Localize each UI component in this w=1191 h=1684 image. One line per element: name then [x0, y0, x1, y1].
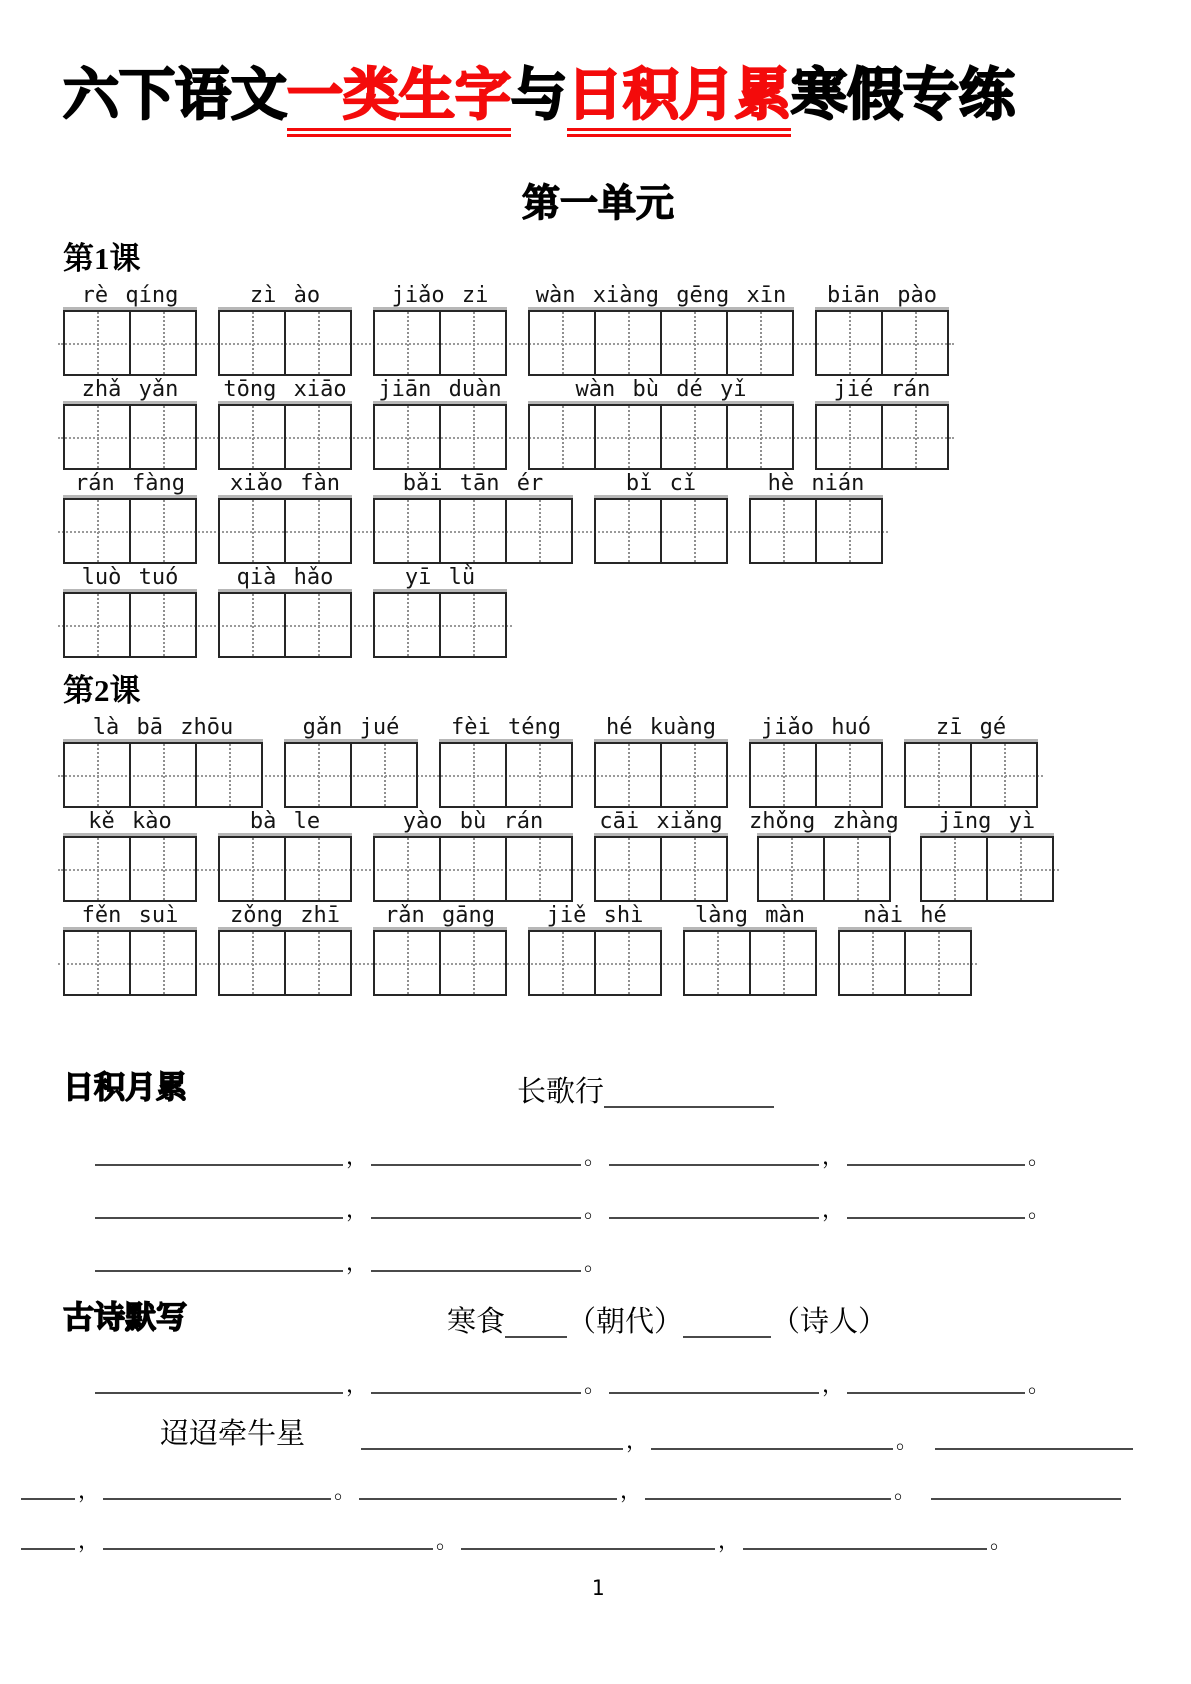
writing-grid: [815, 310, 949, 376]
writing-grid: [528, 310, 794, 376]
punctuation-mark: 。: [584, 1372, 607, 1398]
grid-cell: [596, 500, 662, 562]
fill-in-blank: [95, 1370, 343, 1394]
writing-grid: [63, 742, 263, 808]
title-segment: 寒假专练: [791, 63, 1015, 126]
grid-cell: [759, 838, 825, 900]
writing-grid: [528, 404, 794, 470]
writing-grid: [218, 930, 352, 996]
grid-cell: [596, 744, 662, 806]
word-group: [218, 472, 352, 564]
pinyin-label: hè nián: [767, 471, 865, 497]
grid-cell: [65, 838, 131, 900]
writing-grid: [920, 836, 1054, 902]
writing-grid: [757, 836, 891, 902]
grid-cell: [375, 312, 441, 374]
grid-cell: [906, 744, 972, 806]
grid-cell: [662, 744, 726, 806]
grid-cell: [131, 406, 195, 468]
fill-in-blank: [609, 1370, 819, 1394]
punctuation-mark: 。: [584, 1144, 607, 1170]
grid-cell: [441, 594, 505, 656]
pinyin-label: rè qíng: [81, 283, 179, 309]
punctuation-mark: ，: [822, 1372, 845, 1398]
word-row: [63, 904, 972, 996]
word-group: [815, 284, 949, 376]
punctuation-mark: 。: [334, 1478, 357, 1504]
word-group: [63, 378, 197, 470]
punctuation-mark: ，: [78, 1528, 101, 1554]
grid-cell: [728, 406, 792, 468]
title-segment-highlight: 一类生字: [287, 64, 511, 137]
pinyin-label: yào bù rán: [402, 809, 544, 835]
spacer: [305, 1449, 361, 1450]
grid-cell: [972, 744, 1036, 806]
writing-grid: [749, 742, 883, 808]
grid-cell: [375, 932, 441, 994]
grid-cell: [662, 500, 726, 562]
word-group: [528, 904, 662, 996]
writing-grid: [63, 930, 197, 996]
grid-cell: [662, 838, 726, 900]
fill-in-blank: [371, 1195, 581, 1219]
grid-cell: [662, 312, 728, 374]
fill-in-blank: [371, 1142, 581, 1166]
gushi-heading-row: [63, 1298, 1133, 1338]
grid-cell: [530, 312, 596, 374]
grid-cell: [596, 838, 662, 900]
fill-in-blank: [103, 1476, 331, 1500]
grid-cell: [530, 406, 596, 468]
fill-in-blank: [103, 1526, 433, 1550]
answer-line: [95, 1193, 1133, 1223]
word-group: [749, 472, 883, 564]
punctuation-mark: ，: [822, 1144, 845, 1170]
writing-grid: [749, 498, 883, 564]
word-group: [63, 472, 197, 564]
grid-cell: [507, 744, 571, 806]
grid-cell: [375, 500, 441, 562]
pinyin-label: zì ào: [249, 283, 321, 309]
word-group: [218, 566, 352, 658]
grid-cell: [220, 312, 286, 374]
word-row: [63, 716, 1038, 808]
answer-line: [95, 1368, 1133, 1398]
writing-grid: [63, 498, 197, 564]
grid-cell: [65, 312, 131, 374]
riji-heading: 日积月累: [63, 1070, 187, 1106]
punctuation-mark: 。: [584, 1250, 607, 1276]
word-group: [594, 472, 728, 564]
word-row: [63, 284, 949, 376]
page-number: 1: [591, 1576, 605, 1601]
writing-grid: [904, 742, 1038, 808]
fill-in-blank: [361, 1426, 623, 1450]
pinyin-label: jiǎo zi: [391, 283, 489, 309]
grid-cell: [375, 838, 441, 900]
fill-in-blank: [359, 1476, 617, 1500]
fill-in-blank: [683, 1314, 771, 1338]
word-group: [594, 716, 728, 808]
inline-text: 寒食: [447, 1306, 506, 1339]
punctuation-mark: 。: [990, 1528, 1013, 1554]
grid-cell: [286, 312, 350, 374]
pinyin-label: gǎn jué: [302, 715, 400, 741]
grid-cell: [817, 500, 881, 562]
page-title: [63, 64, 1133, 137]
writing-grid: [373, 592, 507, 658]
fill-in-blank: [604, 1084, 774, 1108]
pinyin-label: nài hé: [863, 903, 947, 929]
writing-grid: [815, 404, 949, 470]
word-row: [63, 472, 883, 564]
fill-in-blank: [505, 1314, 567, 1338]
pinyin-label: luò tuó: [81, 565, 179, 591]
fill-in-blank: [847, 1195, 1025, 1219]
writing-grid: [838, 930, 972, 996]
grid-cell: [825, 838, 889, 900]
pinyin-label: rán fàng: [75, 471, 185, 497]
pinyin-label: wàn bù dé yǐ: [575, 377, 747, 403]
grid-cell: [65, 500, 131, 562]
title-segment: 六下语文: [63, 63, 287, 126]
pinyin-label: hé kuàng: [606, 715, 716, 741]
inline-text: （朝代）: [567, 1306, 684, 1339]
riji-answer-lines: [63, 1140, 1133, 1276]
pinyin-label: jiǎo huó: [761, 715, 871, 741]
grid-cell: [131, 500, 195, 562]
grid-cell: [220, 932, 286, 994]
grid-cell: [65, 406, 131, 468]
inline-text: 长歌行: [517, 1076, 605, 1109]
pinyin-label: làng màn: [695, 903, 805, 929]
fill-in-blank: [371, 1248, 581, 1272]
fill-in-blank: [461, 1526, 715, 1550]
word-group: [920, 810, 1054, 902]
fill-in-blank: [609, 1142, 819, 1166]
fill-in-blank: [95, 1195, 343, 1219]
spacer: [919, 1499, 931, 1500]
grid-cell: [507, 500, 571, 562]
grid-cell: [131, 594, 195, 656]
writing-grid: [218, 404, 352, 470]
word-group: [63, 284, 197, 376]
fill-in-blank: [743, 1526, 987, 1550]
grid-cell: [840, 932, 906, 994]
grid-cell: [375, 406, 441, 468]
punctuation-mark: ，: [822, 1197, 845, 1223]
pinyin-label: tōng xiāo: [223, 377, 347, 403]
grid-cell: [286, 406, 350, 468]
word-group: [838, 904, 972, 996]
word-row: [63, 378, 949, 470]
grid-cell: [441, 406, 505, 468]
writing-grid: [594, 836, 728, 902]
lessons-container: [63, 240, 1133, 996]
grid-cell: [906, 932, 970, 994]
fill-in-blank: [21, 1526, 75, 1550]
pinyin-label: xiǎo fàn: [230, 471, 340, 497]
pinyin-label: jīng yì: [938, 809, 1036, 835]
word-group: [218, 904, 352, 996]
gushi-heading: 古诗默写: [63, 1300, 187, 1336]
grid-cell: [441, 744, 507, 806]
gushi-answer-lines: [63, 1368, 1133, 1554]
punctuation-mark: 。: [1028, 1144, 1051, 1170]
pinyin-label: fèi téng: [451, 715, 561, 741]
grid-cell: [220, 406, 286, 468]
punctuation-mark: ，: [718, 1528, 741, 1554]
punctuation-mark: 。: [896, 1428, 919, 1454]
writing-grid: [373, 310, 507, 376]
pinyin-label: zǒng zhī: [230, 903, 340, 929]
fill-in-blank: [95, 1248, 343, 1272]
grid-cell: [441, 838, 507, 900]
word-row: [63, 810, 1054, 902]
word-group: [373, 904, 507, 996]
pinyin-label: cāi xiǎng: [599, 809, 723, 835]
grid-cell: [286, 838, 350, 900]
word-group: [439, 716, 573, 808]
punctuation-mark: 。: [584, 1197, 607, 1223]
pinyin-label: biān pào: [827, 283, 937, 309]
grid-cell: [988, 838, 1052, 900]
grid-cell: [817, 744, 881, 806]
grid-cell: [685, 932, 751, 994]
grid-cell: [352, 744, 416, 806]
grid-cell: [65, 744, 131, 806]
pinyin-label: bǐ cǐ: [625, 471, 697, 497]
writing-grid: [218, 836, 352, 902]
fill-in-blank: [609, 1195, 819, 1219]
grid-cell: [751, 744, 817, 806]
word-group: [284, 716, 418, 808]
grid-cell: [530, 932, 596, 994]
pinyin-label: fěn suì: [81, 903, 179, 929]
fill-in-blank: [935, 1426, 1133, 1450]
writing-grid: [284, 742, 418, 808]
fill-in-blank: [847, 1142, 1025, 1166]
pinyin-label: wàn xiàng gēng xīn: [535, 283, 787, 309]
riji-heading-row: [63, 1068, 1133, 1108]
title-segment: 与: [511, 63, 567, 126]
writing-grid: [63, 404, 197, 470]
punctuation-mark: ，: [346, 1372, 369, 1398]
grid-cell: [883, 406, 947, 468]
answer-line: [21, 1474, 1133, 1504]
fill-in-blank: [645, 1476, 891, 1500]
grid-cell: [220, 594, 286, 656]
grid-cell: [65, 932, 131, 994]
pinyin-label: kě kào: [88, 809, 172, 835]
grid-cell: [131, 932, 195, 994]
word-group: [749, 810, 899, 902]
title-segment-highlight: 日积月累: [567, 64, 791, 137]
writing-grid: [439, 742, 573, 808]
word-group: [683, 904, 817, 996]
unit-title: 第一单元: [521, 182, 674, 225]
pinyin-label: jiān duàn: [378, 377, 502, 403]
word-row: [63, 566, 507, 658]
pinyin-label: rǎn gāng: [385, 903, 495, 929]
writing-grid: [594, 742, 728, 808]
grid-cell: [596, 312, 662, 374]
word-group: [373, 378, 507, 470]
pinyin-label: jié rán: [833, 377, 931, 403]
lesson-label: 第1课: [63, 241, 141, 277]
answer-line: [95, 1246, 1133, 1276]
punctuation-mark: 。: [436, 1528, 459, 1554]
grid-cell: [817, 312, 883, 374]
grid-cell: [131, 312, 195, 374]
word-group: [904, 716, 1038, 808]
answer-line: [160, 1418, 1133, 1454]
punctuation-mark: ，: [346, 1144, 369, 1170]
answer-line: [21, 1524, 1133, 1554]
writing-grid: [63, 310, 197, 376]
word-group: [373, 810, 573, 902]
punctuation-mark: 。: [894, 1478, 917, 1504]
pinyin-label: là bā zhōu: [92, 715, 234, 741]
writing-grid: [63, 836, 197, 902]
word-group: [63, 716, 263, 808]
grid-cell: [507, 838, 571, 900]
word-group: [594, 810, 728, 902]
grid-cell: [220, 500, 286, 562]
writing-grid: [218, 310, 352, 376]
punctuation-mark: ，: [78, 1478, 101, 1504]
inline-text: （诗人）: [771, 1306, 888, 1339]
fill-in-blank: [21, 1476, 75, 1500]
punctuation-mark: ，: [346, 1197, 369, 1223]
fill-in-blank: [651, 1426, 893, 1450]
punctuation-mark: ，: [346, 1250, 369, 1276]
grid-cell: [131, 744, 197, 806]
fill-in-blank: [847, 1370, 1025, 1394]
grid-cell: [441, 932, 505, 994]
word-group: [373, 566, 507, 658]
word-group: [218, 378, 352, 470]
grid-cell: [286, 500, 350, 562]
writing-grid: [373, 930, 507, 996]
grid-cell: [65, 594, 131, 656]
word-group: [528, 284, 794, 376]
spacer: [921, 1449, 935, 1450]
hanshi-inline-group: [447, 1306, 887, 1338]
punctuation-mark: ，: [626, 1428, 649, 1454]
fill-in-blank: [931, 1476, 1121, 1500]
fill-in-blank: [95, 1142, 343, 1166]
pinyin-label: zhǎ yǎn: [81, 377, 179, 403]
changgexing-inline-group: [517, 1076, 774, 1108]
pinyin-label: yī lǜ: [404, 565, 476, 591]
pinyin-label: jiě shì: [546, 903, 644, 929]
grid-cell: [751, 500, 817, 562]
grid-cell: [922, 838, 988, 900]
grid-cell: [197, 744, 261, 806]
grid-cell: [441, 312, 505, 374]
grid-cell: [220, 838, 286, 900]
answer-line: [95, 1140, 1133, 1170]
writing-grid: [528, 930, 662, 996]
grid-cell: [286, 932, 350, 994]
writing-grid: [63, 592, 197, 658]
writing-grid: [373, 836, 573, 902]
grid-cell: [131, 838, 195, 900]
lesson-label: 第2课: [63, 673, 141, 709]
grid-cell: [751, 932, 815, 994]
grid-cell: [817, 406, 883, 468]
poem-title: 迢迢牵牛星: [160, 1418, 306, 1451]
pinyin-label: zhǒng zhàng: [749, 809, 899, 835]
grid-cell: [883, 312, 947, 374]
word-group: [528, 378, 794, 470]
word-group: [63, 904, 197, 996]
writing-grid: [373, 404, 507, 470]
grid-cell: [286, 744, 352, 806]
word-group: [749, 716, 883, 808]
grid-cell: [728, 312, 792, 374]
writing-grid: [683, 930, 817, 996]
word-group: [63, 566, 197, 658]
writing-grid: [373, 498, 573, 564]
grid-cell: [596, 932, 660, 994]
grid-cell: [596, 406, 662, 468]
writing-grid: [594, 498, 728, 564]
pinyin-label: zī gé: [935, 715, 1007, 741]
grid-cell: [286, 594, 350, 656]
grid-cell: [375, 594, 441, 656]
word-group: [815, 378, 949, 470]
grid-cell: [441, 500, 507, 562]
punctuation-mark: 。: [1028, 1372, 1051, 1398]
pinyin-label: bǎi tān ér: [402, 471, 544, 497]
writing-grid: [218, 592, 352, 658]
word-group: [218, 284, 352, 376]
pinyin-label: bà le: [249, 809, 321, 835]
word-group: [218, 810, 352, 902]
punctuation-mark: ，: [620, 1478, 643, 1504]
fill-in-blank: [371, 1370, 581, 1394]
word-group: [63, 810, 197, 902]
punctuation-mark: 。: [1028, 1197, 1051, 1223]
pinyin-label: qià hǎo: [236, 565, 334, 591]
writing-grid: [218, 498, 352, 564]
grid-cell: [662, 406, 728, 468]
word-group: [373, 472, 573, 564]
word-group: [373, 284, 507, 376]
